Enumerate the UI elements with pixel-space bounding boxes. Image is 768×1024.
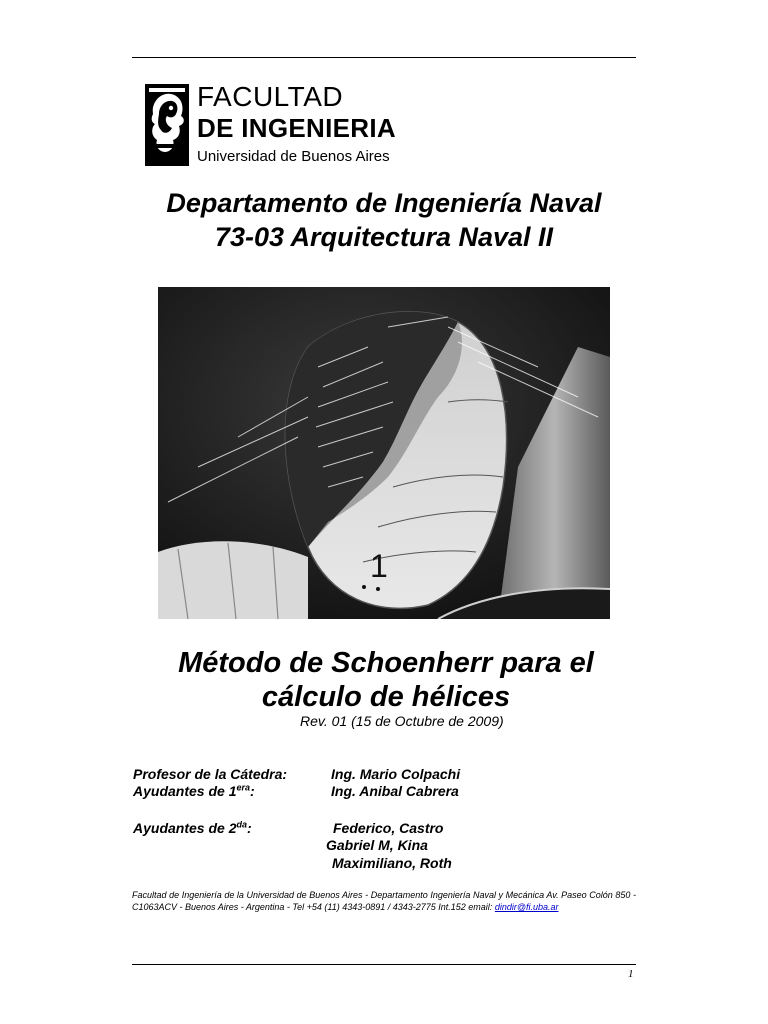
- department-title: Departamento de Ingeniería Naval: [166, 188, 602, 218]
- profesor-label: Profesor de la Cátedra:: [133, 766, 288, 782]
- page-number: 1: [628, 968, 634, 980]
- propeller-cavitation-photo: [158, 287, 610, 619]
- footer-email-link[interactable]: dindir@fi.uba.ar: [494, 902, 559, 912]
- ayudante-name: Maximiliano, Roth: [332, 855, 452, 871]
- ayudante-name: Gabriel M, Kina: [326, 837, 428, 853]
- minerva-emblem-icon: [145, 84, 189, 166]
- footer-text: Facultad de Ingeniería de la Universidad de Buenos Aires - Departamento Ingeniería Naval y Mecánica Av. Paseo Colón 850 - C1063ACV - Buenos Aires - Argentina - Tel +54 (11) 4343-0891 / 4343-2775 Int.152 email:: [132, 890, 636, 912]
- ayudantes-2-label: Ayudantes de $2^{da}$:: [133, 819, 252, 836]
- footer-contact: [132, 889, 636, 913]
- bottom-rule: [132, 964, 636, 965]
- ayudantes-1-label: Ayudantes de $1^{era}$:: [133, 782, 255, 799]
- ayudante-name: Federico, Castro: [333, 820, 444, 836]
- course-title: 73-03 Arquitectura Naval II: [214, 222, 554, 252]
- document-title-line1: Método de Schoenherr para el: [178, 647, 594, 679]
- document-title-line2: cálculo de hélices: [261, 681, 511, 713]
- revision-text: Rev. 01 (15 de Octubre de 2009): [300, 713, 504, 729]
- logo-text-de-ingenieria: DE INGENIERIA: [197, 113, 396, 143]
- blade-number-label: 1: [370, 548, 388, 584]
- profesor-name: Ing. Mario Colpachi: [331, 766, 461, 782]
- logo-text-facultad: FACULTAD: [197, 81, 344, 112]
- ayudantes-1-name: Ing. Anibal Cabrera: [331, 783, 459, 799]
- top-rule: [132, 57, 636, 58]
- faculty-logo: [145, 81, 405, 168]
- logo-text-university: Universidad de Buenos Aires: [197, 148, 390, 165]
